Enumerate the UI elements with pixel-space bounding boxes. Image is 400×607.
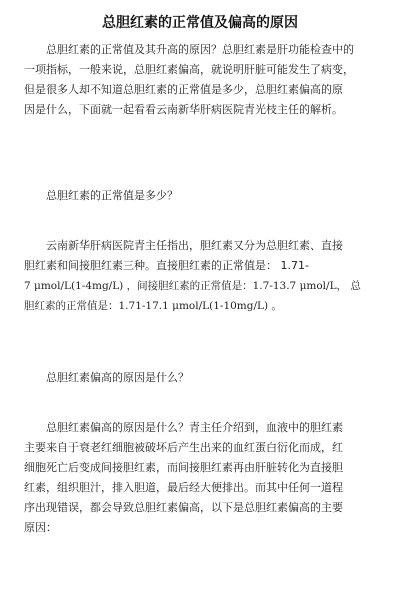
high-causes-line: 总胆红素偏高的原因是什么？青主任介绍到，血液中的胆红素 <box>46 421 343 434</box>
high-causes-line: 序出现错误，都会导致总胆红素偏高，以下是总胆红素偏高的主要 <box>24 501 343 514</box>
article-title: 总胆红素的正常值及偏高的原因 <box>102 15 298 31</box>
normal-value-line: 7 μmol/L(1-4mg/L) ，间接胆红素的正常值是：1.7-13.7 μmol/L， 总 <box>24 280 361 292</box>
intro-paragraph <box>24 40 379 120</box>
high-causes-paragraph <box>24 418 379 538</box>
high-causes-line: 原因： <box>24 521 57 534</box>
high-causes-line: 主要来自于衰老红细胞被破坏后产生出来的血红蛋白衍化而成，红 <box>24 441 343 454</box>
normal-value-paragraph <box>24 236 379 316</box>
normal-value-line: 胆红素和间接胆红素三种。直接胆红素的正常值是： 1.71- <box>24 259 309 272</box>
normal-value-line: 胆红素的正常值是：1.71-17.1 μmol/L(1-10mg/L) 。 <box>24 300 282 312</box>
high-causes-line: 红素，组织胆汁，排入胆道，最后经大便排出。而其中任何一道程 <box>24 481 343 494</box>
section-heading-high-causes: 总胆红素偏高的原因是什么？ <box>46 371 189 384</box>
high-causes-line: 细胞死亡后变成间接胆红素，而间接胆红素再由肝脏转化为直接胆 <box>24 461 343 474</box>
intro-line: 因是什么，下面就一起看看云南新华肝病医院青光枝主任的解析。 <box>24 103 343 116</box>
intro-line: 一项指标，一般来说，总胆红素偏高，就说明肝脏可能发生了病变， <box>24 63 354 76</box>
normal-value-line: 云南新华肝病医院青主任指出，胆红素又分为总胆红素、直接 <box>46 239 343 252</box>
intro-line: 总胆红素的正常值及其升高的原因？总胆红素是肝功能检查中的 <box>46 43 354 56</box>
section-heading-normal-value: 总胆红素的正常值是多少？ <box>46 189 178 202</box>
intro-line: 但是很多人却不知道总胆红素的正常值是多少，总胆红素偏高的原 <box>24 83 343 96</box>
